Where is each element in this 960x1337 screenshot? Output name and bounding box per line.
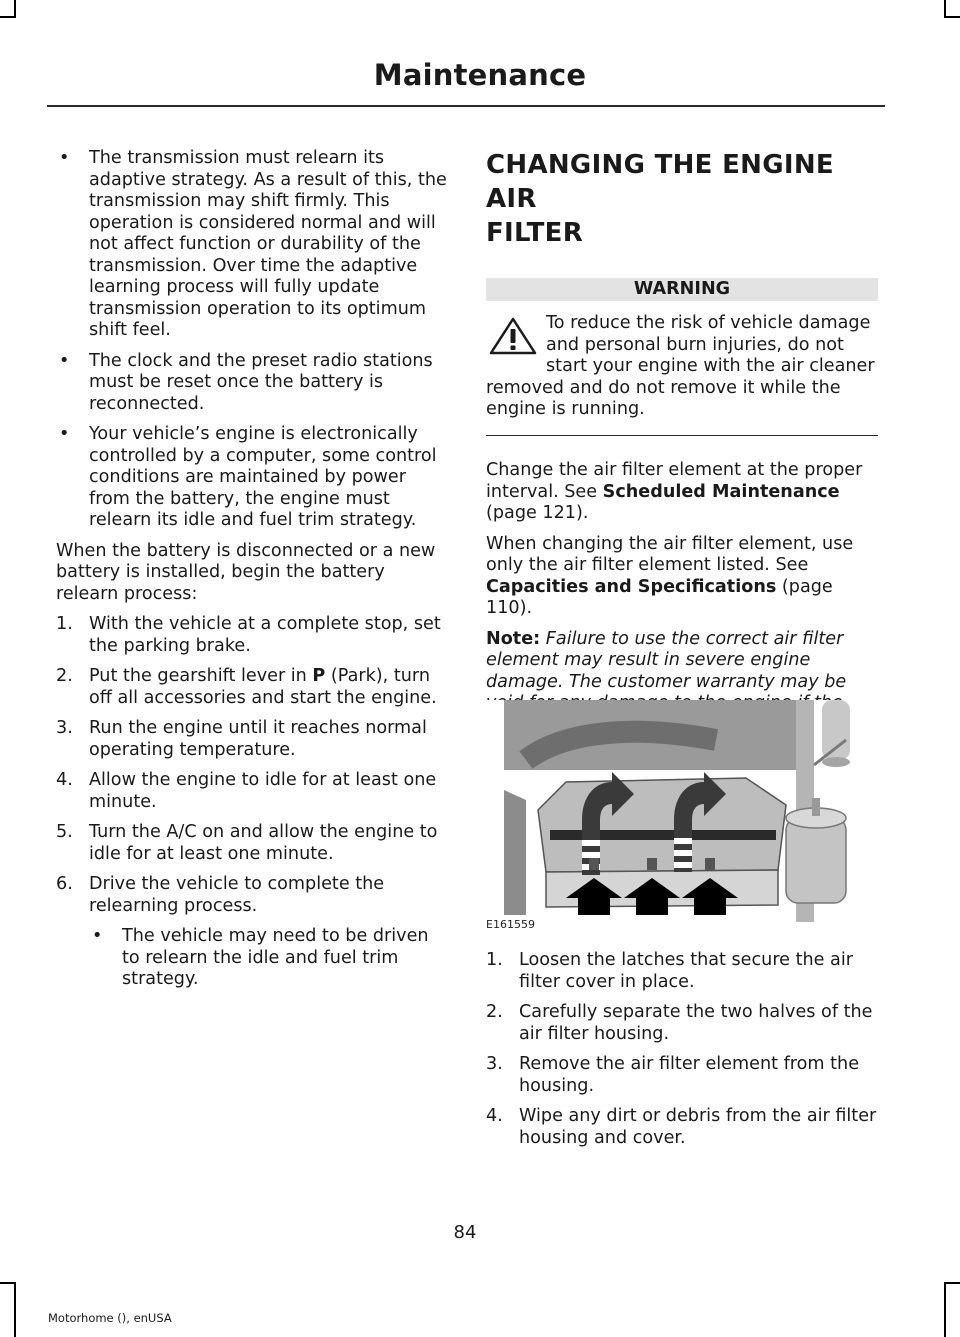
step-number: 6. <box>56 874 73 894</box>
page-title: Maintenance <box>373 58 587 92</box>
list-item: • Your vehicle’s engine is electronically controlled by a computer, some control conditions are maintained by power from the battery, the engine must relearn its idle and fuel trim strategy. <box>56 424 448 532</box>
step-item <box>56 822 448 865</box>
step-item <box>56 666 448 709</box>
crop-mark <box>0 16 16 18</box>
right-column <box>486 148 878 745</box>
step-text: Drive the vehicle to complete the relearning process. <box>89 874 385 916</box>
step-number: 3. <box>56 718 73 738</box>
step-text: Run the engine until it reaches normal operating temperature. <box>89 718 427 760</box>
warning-divider <box>486 435 878 437</box>
step-number: 5. <box>56 822 73 842</box>
park-gear-letter: P <box>312 666 326 686</box>
paragraph <box>486 534 878 620</box>
air-filter-steps <box>486 950 878 1158</box>
step-number: 4. <box>486 1106 503 1126</box>
paragraph-text: (page 121). <box>486 503 589 523</box>
note-label: Note: <box>486 628 541 649</box>
step-text-post: (Park), turn off all accessories and start the engine. <box>89 666 437 708</box>
step-number: 2. <box>486 1002 503 1022</box>
step-item <box>56 718 448 761</box>
capacities-specifications-link[interactable]: Capacities and Specifications <box>486 576 777 597</box>
step-item <box>486 1106 878 1149</box>
air-filter-illustration <box>486 700 878 932</box>
list-item: • The transmission must relearn its adaptive strategy. As a result of this, the transmission may shift firmly. This operation is considered normal and will not affect function or durability of the transmission. Over time the adaptive learning process will fully update transmission operation to its optimum shift feel. <box>56 148 448 342</box>
step-text: With the vehicle at a complete stop, set the parking brake. <box>89 614 441 656</box>
step-item <box>486 1054 878 1097</box>
step-text: Loosen the latches that secure the air filter cover in place. <box>519 950 853 992</box>
section-title-line: CHANGING THE ENGINE AIR <box>486 150 834 214</box>
crop-mark <box>944 1282 960 1284</box>
step-number: 2. <box>56 666 73 686</box>
warning-text: To reduce the risk of vehicle damage and personal burn injuries, do not start your engine with the air cleaner removed and do not remove it while the engine is running. <box>486 313 875 419</box>
crop-mark <box>14 1282 16 1337</box>
warning-triangle-icon <box>488 316 538 356</box>
paragraph <box>486 460 878 525</box>
step-item <box>56 614 448 657</box>
step-item <box>56 874 448 917</box>
paragraph-text: (page 110). <box>486 576 833 618</box>
step-item <box>56 770 448 813</box>
left-column <box>56 148 448 1000</box>
list-item: • The clock and the preset radio stations must be reset once the battery is reconnected. <box>56 351 448 416</box>
header-divider <box>47 105 885 107</box>
step-text: Wipe any dirt or debris from the air filter housing and cover. <box>519 1106 877 1148</box>
note-text: Failure to use the correct air filter element may result in severe engine damage. The customer warranty may be <box>486 628 847 692</box>
page-number: 84 <box>453 1222 477 1243</box>
section-title-line: FILTER <box>486 218 584 248</box>
section-title <box>486 148 878 250</box>
figure-code: E161559 <box>486 918 535 931</box>
document-label: Motorhome (), enUSA <box>48 1311 172 1325</box>
paragraph-text: Change the air filter element at the proper interval. See <box>486 460 863 502</box>
step-number: 1. <box>486 950 503 970</box>
crop-mark <box>944 16 960 18</box>
step-item <box>486 1002 878 1045</box>
crop-mark <box>944 1282 946 1337</box>
step-text: Remove the air filter element from the housing. <box>519 1054 860 1096</box>
sub-list-item: • The vehicle may need to be driven to relearn the idle and fuel trim strategy. <box>56 926 448 991</box>
step-item <box>486 950 878 993</box>
step-number: 1. <box>56 614 73 634</box>
step-text: Carefully separate the two halves of the air filter housing. <box>519 1002 873 1044</box>
battery-relearn-intro: When the battery is disconnected or a new battery is installed, begin the battery relearn process: <box>56 540 436 604</box>
crop-mark <box>0 1282 16 1284</box>
step-number: 4. <box>56 770 73 790</box>
warning-box <box>486 313 878 421</box>
step-text: Allow the engine to idle for at least one minute. <box>89 770 437 812</box>
step-text: Turn the A/C on and allow the engine to idle for at least one minute. <box>89 822 438 864</box>
warning-header: WARNING <box>486 278 878 301</box>
step-number: 3. <box>486 1054 503 1074</box>
paragraph-text: When changing the air filter element, use only the air filter element listed. See <box>486 533 854 575</box>
step-text-pre: Put the gearshift lever in <box>89 666 313 686</box>
scheduled-maintenance-link[interactable]: Scheduled Maintenance <box>602 481 840 502</box>
